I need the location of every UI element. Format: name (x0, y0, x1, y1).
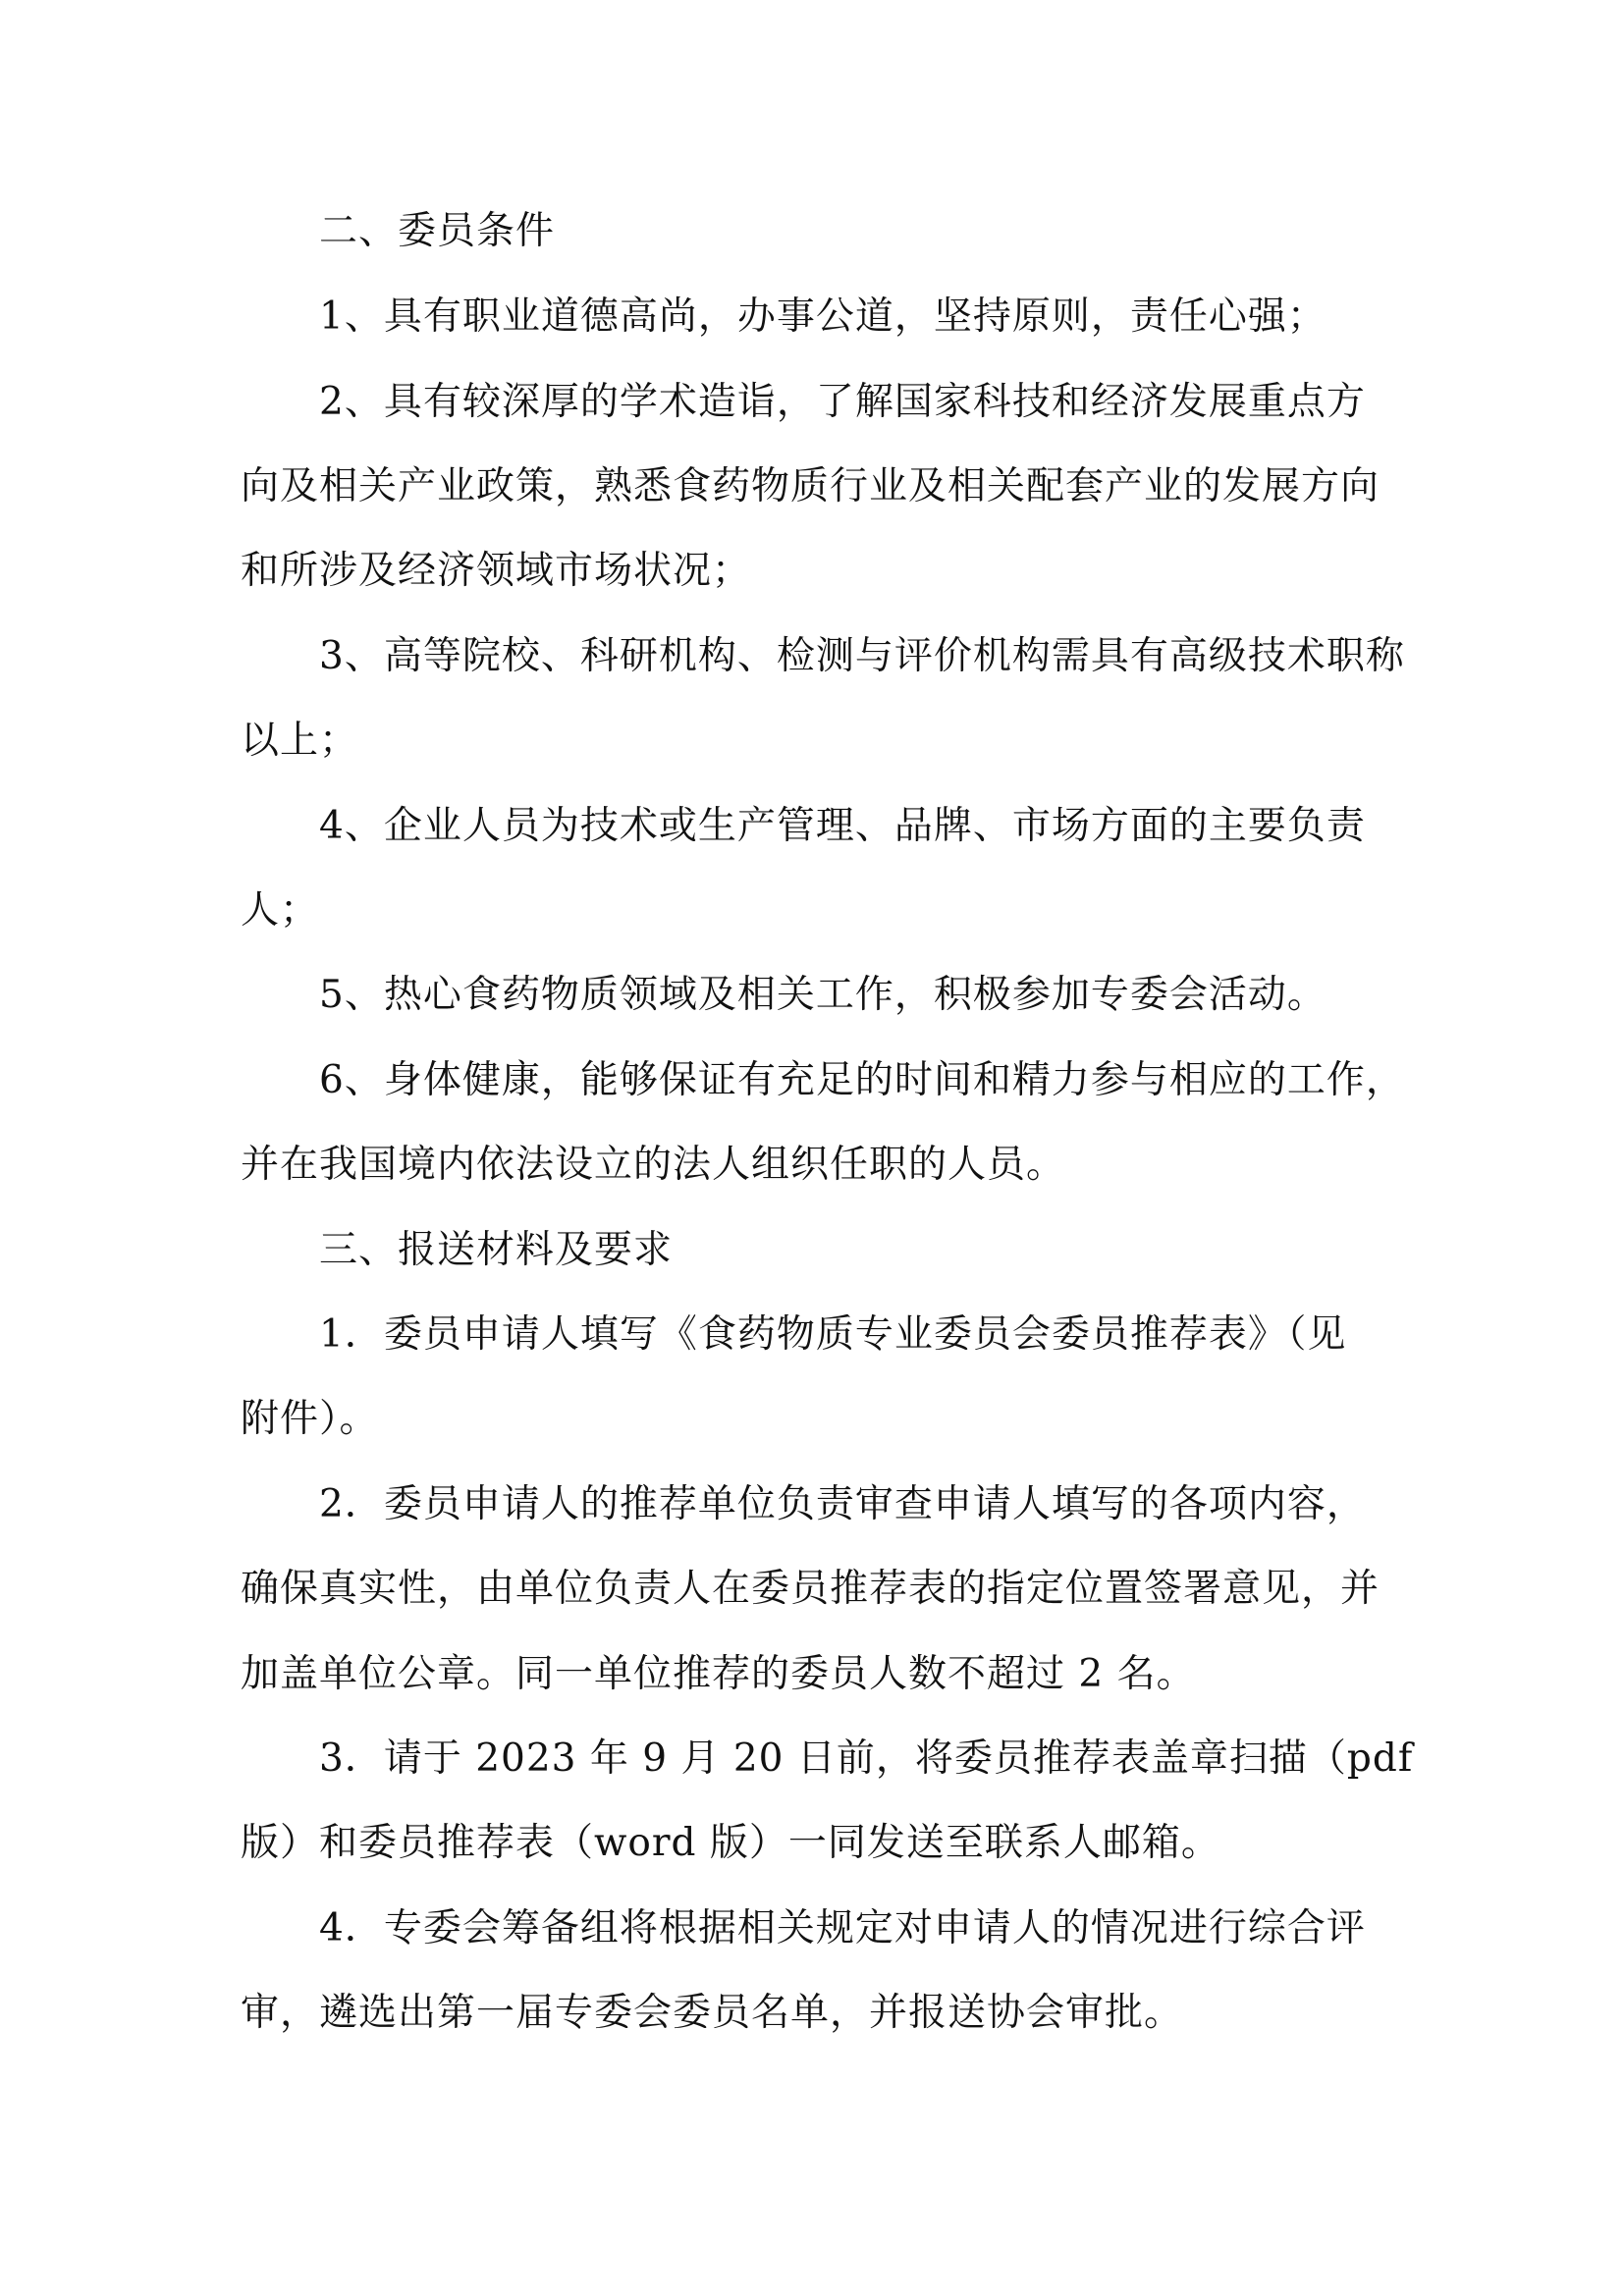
section-heading-member-conditions: 二、委员条件 (319, 209, 556, 253)
paragraph-line: 2、具有较深厚的学术造诣，了解国家科技和经济发展重点方 (319, 380, 1366, 424)
paragraph-line: 以上； (241, 719, 359, 763)
paragraph-line: 4．专委会筹备组将根据相关规定对申请人的情况进行综合评 (319, 1906, 1366, 1950)
paragraph-line: 并在我国境内依法设立的法人组织任职的人员。 (241, 1143, 1066, 1187)
paragraph-line: 2．委员申请人的推荐单位负责审查申请人填写的各项内容， (319, 1482, 1366, 1526)
paragraph-line: 3、高等院校、科研机构、检测与评价机构需具有高级技术职称 (319, 634, 1405, 678)
paragraph-line: 和所涉及经济领域市场状况； (241, 549, 752, 593)
paragraph-line: 3．请于 2023 年 9 月 20 日前，将委员推荐表盖章扫描（pdf (319, 1736, 1414, 1781)
paragraph-line: 6、身体健康，能够保证有充足的时间和精力参与相应的工作， (319, 1058, 1405, 1102)
paragraph-line: 1．委员申请人填写《食药物质专业委员会委员推荐表》（见 (319, 1312, 1347, 1357)
paragraph-line: 附件）。 (241, 1397, 379, 1441)
paragraph-line: 5、热心食药物质领域及相关工作，积极参加专委会活动。 (319, 973, 1326, 1017)
paragraph-line: 加盖单位公章。同一单位推荐的委员人数不超过 2 名。 (241, 1652, 1196, 1696)
paragraph-line: 确保真实性，由单位负责人在委员推荐表的指定位置签署意见，并 (241, 1567, 1380, 1611)
paragraph-line: 审，遴选出第一届专委会委员名单，并报送协会审批。 (241, 1991, 1184, 2035)
paragraph-line: 4、企业人员为技术或生产管理、品牌、市场方面的主要负责 (319, 804, 1366, 848)
section-heading-materials: 三、报送材料及要求 (319, 1228, 674, 1272)
paragraph-line: 1、具有职业道德高尚，办事公道，坚持原则，责任心强； (319, 294, 1326, 339)
paragraph-line: 版）和委员推荐表（word 版）一同发送至联系人邮箱。 (241, 1821, 1220, 1865)
paragraph-line: 人； (241, 888, 320, 933)
paragraph-line: 向及相关产业政策，熟悉食药物质行业及相关配套产业的发展方向 (241, 464, 1380, 508)
